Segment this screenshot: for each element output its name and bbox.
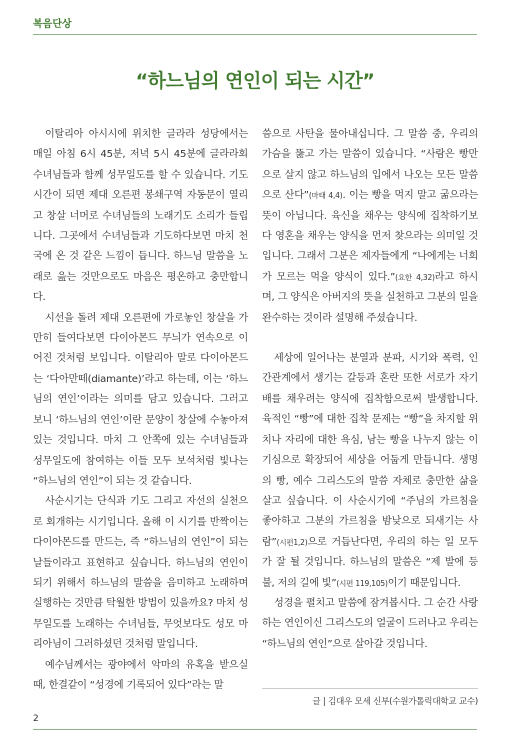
bottom-divider xyxy=(33,729,477,730)
body-paragraph-4: 예수님께서는 광야에서 악마의 유혹을 받으실 때, 한결같이 “성경에 기록되어 있다”라는 말 xyxy=(33,659,248,691)
text-segment: . 이는 빵을 먹지 말고 굶으라는 뜻이 아닙니다. 육신을 채우는 양식에 집착하기보다 영혼을 채우는 양식을 먼저 찾으라는 의미일 것입니다. 그래서 그분은 제자들에게 “나에게는 너희가 모르는 먹을 양식이 있다.” xyxy=(262,190,478,283)
scripture-reference: (요한 4,32) xyxy=(395,272,435,282)
text-segment: 세상에 일어나는 분열과 분파, 시기와 폭력, 인간관계에서 생기는 갈등과 혼란 또한 서로가 자기 배를 채우려는 양식에 집착함으로써 발생합니다. 육적인 “빵”에 대한 집착 문제는 “빵”을 차지할 위치나 자리에 대한 욕심, 남는 빵을 나누지 않는 이기심으로 확장되어 세상을 어둡게 만듭니다. 생명의 빵, 예수 그리스도의 말씀 자체로 충만한 삶을 살고 싶습니다. 이 사순시기에 “주님의 가르침을 좋아하고 그분의 가르침을 밤낮으로 되새기는 사람” xyxy=(262,353,478,548)
byline-divider xyxy=(262,688,478,689)
body-paragraph-6: 성경을 펼치고 말씀에 잠겨봅시다. 그 순간 사랑하는 연인이신 그리스도의 얼굴이 드러나고 우리는 “하느님의 연인”으로 살아갈 것입니다. xyxy=(262,597,478,650)
article-title: “하느님의 연인이 되는 시간” xyxy=(135,70,375,92)
scripture-reference: (시편 119,105) xyxy=(336,578,388,588)
body-paragraph-1: 이탈리아 아시시에 위치한 글라라 성당에서는 매일 아침 6시 45분, 저녁 5시 45분에 글라라회 수녀님들과 함께 성무일도를 할 수 있습니다. 기도시간이 되면 제대 오른편 봉쇄구역 자동문이 열리고 창살 너머로 수녀님들의 노래기도 소리가 들립니다. 그곳에서 수녀님들과 기도하다보면 마치 천국에 온 것 같은 느낌이 듭니다. 하느님 말씀을 노래로 읊는 것만으로도 마음은 평온하고 충만합니다. xyxy=(33,129,248,304)
text-segment: 이기 때문입니다. xyxy=(387,577,461,589)
page-number: 2 xyxy=(33,714,39,724)
left-column xyxy=(33,125,248,696)
top-divider xyxy=(33,34,477,35)
scripture-reference: (마태 4,4) xyxy=(308,191,343,201)
text-segment: 라고 하시며, 그 양식은 아버지의 뜻을 실천하고 그분의 일을 완수하는 것이라 설명해 주셨습니다. xyxy=(262,271,478,324)
body-paragraph-2: 시선을 돌려 제대 오른편에 가로놓인 창살을 가만히 들여다보면 다이아몬드 무늬가 연속으로 이어진 것처럼 보입니다. 이탈리아 말로 다이아몬드는 ‘다아만떼(diamante)’라고 하는데, 이는 ‘하느님의 연인’이라는 의미를 담고 있습니다. 그러고 보니 ‘하느님의 연인’이란 문양이 창살에 수놓아져 있는 것입니다. 마치 그 안쪽에 있는 수녀님들과 성무일도에 참여하는 이들 모두 보석처럼 빛나는 “하느님의 연인”이 되는 것 같습니다. xyxy=(33,312,248,487)
body-paragraph-continued xyxy=(262,125,478,329)
text-segment: 씀으로 사탄을 물아내십니다. 그 말씀 중, 우리의 가슴을 뚫고 가는 말씀이 있습니다. “사람은 빵만으로 살지 않고 하느님의 입에서 나오는 모든 말씀으로 산다” xyxy=(262,129,478,202)
text-segment: 으로 거듭난다면, 우리의 하는 일 모두가 잘 될 것입니다. 하느님의 말씀은 “제 발에 등불, 저의 길에 빛” xyxy=(262,536,478,589)
section-label: 복음단상 xyxy=(33,19,72,30)
scripture-reference: (시편1,2) xyxy=(276,537,308,547)
author-byline: 글 | 김대우 모세 신부(수원가톨릭대학교 교수) xyxy=(312,697,478,707)
body-paragraph-3: 사순시기는 단식과 기도 그리고 자선의 실천으로 회개하는 시기입니다. 올해 이 시기를 반짝이는 다이아몬드를 만드는, 즉 “하느님의 연인”이 되는 날들이라고 표현하고 싶습니다. 하느님의 연인이 되기 위해서 하느님의 말씀을 음미하고 노래하며 실행하는 것만큼 탁월한 방법이 있을까요? 마치 성무일도를 노래하는 수녀님들, 무엇보다도 성모 마리아님이 그러하셨던 것처럼 말입니다. xyxy=(33,496,248,651)
right-column xyxy=(262,125,478,655)
body-paragraph-5 xyxy=(262,349,478,594)
